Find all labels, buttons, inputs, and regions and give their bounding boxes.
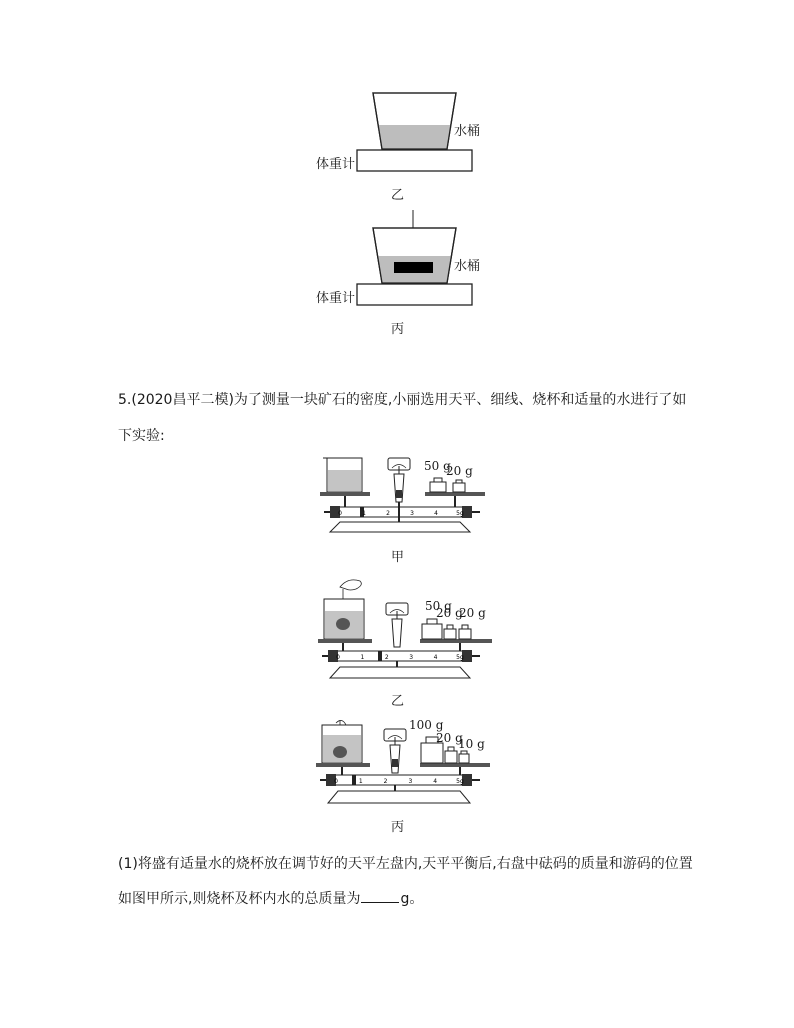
balance-figure-yi [310,575,500,685]
ruler-tick-label: 2 [386,510,390,517]
ruler-tick-label: 0 [338,510,342,517]
answer-blank[interactable] [361,890,399,903]
ruler-tick-label: 1 [358,778,363,785]
ruler-tick-label: 3 [409,654,414,661]
ruler-tick-label: 3 [410,510,414,517]
ruler-tick-label: 4 [433,654,438,661]
weight-label: 50 g [424,459,451,473]
figure-caption: 丙 [391,322,405,337]
part1-line2 [118,888,423,908]
weight-label: 100 g [409,718,444,732]
ruler-tick-label: 2 [384,654,389,661]
bucket-label: 水桶 [454,259,481,274]
weight-label: 50 g [425,599,452,613]
balance-figure-bing [310,715,500,810]
ruler-tick-label: 1 [362,510,366,517]
ruler-tick-label: 1 [360,654,365,661]
ruler-tick-label: 0 [334,778,338,785]
weight-label: 20 g [459,606,486,620]
figure-caption: 乙 [391,188,405,203]
part1-line1: (1)将盛有适量水的烧杯放在调节好的天平左盘内,天平平衡后,右盘中砝码的质量和游码的位置 [118,856,693,872]
scale-label: 体重计 [316,157,356,172]
bucket-label: 水桶 [454,124,481,139]
figure-caption: 乙 [391,694,405,709]
ruler-tick-label: 0 [336,654,340,661]
part1-text-before: 如图甲所示,则烧杯及杯内水的总质量为 [118,891,361,907]
scale-label: 体重计 [316,291,356,306]
ruler-tick-label: 3 [408,778,413,785]
ruler-tick-label: 5g [456,778,464,785]
part1-text-after: g。 [400,891,424,907]
figure-caption: 丙 [391,820,405,835]
weight-label: 20 g [436,731,463,745]
weight-label: 20 g [436,606,463,620]
figure-caption: 甲 [391,550,405,565]
weight-label: 10 g [458,737,485,751]
ruler-tick-label: 5g [456,510,464,517]
ruler-tick-label: 4 [433,778,438,785]
ruler-tick-label: 2 [383,778,388,785]
question-stem-line2: 下实验: [118,428,165,444]
question-stem-line1: 5.(2020昌平二模)为了测量一块矿石的密度,小丽选用天平、细线、烧杯和适量的水进行了如 [118,392,687,408]
ruler-tick-label: 4 [434,510,438,517]
ruler-tick-label: 5g [456,654,464,661]
weight-label: 20 g [446,464,473,478]
